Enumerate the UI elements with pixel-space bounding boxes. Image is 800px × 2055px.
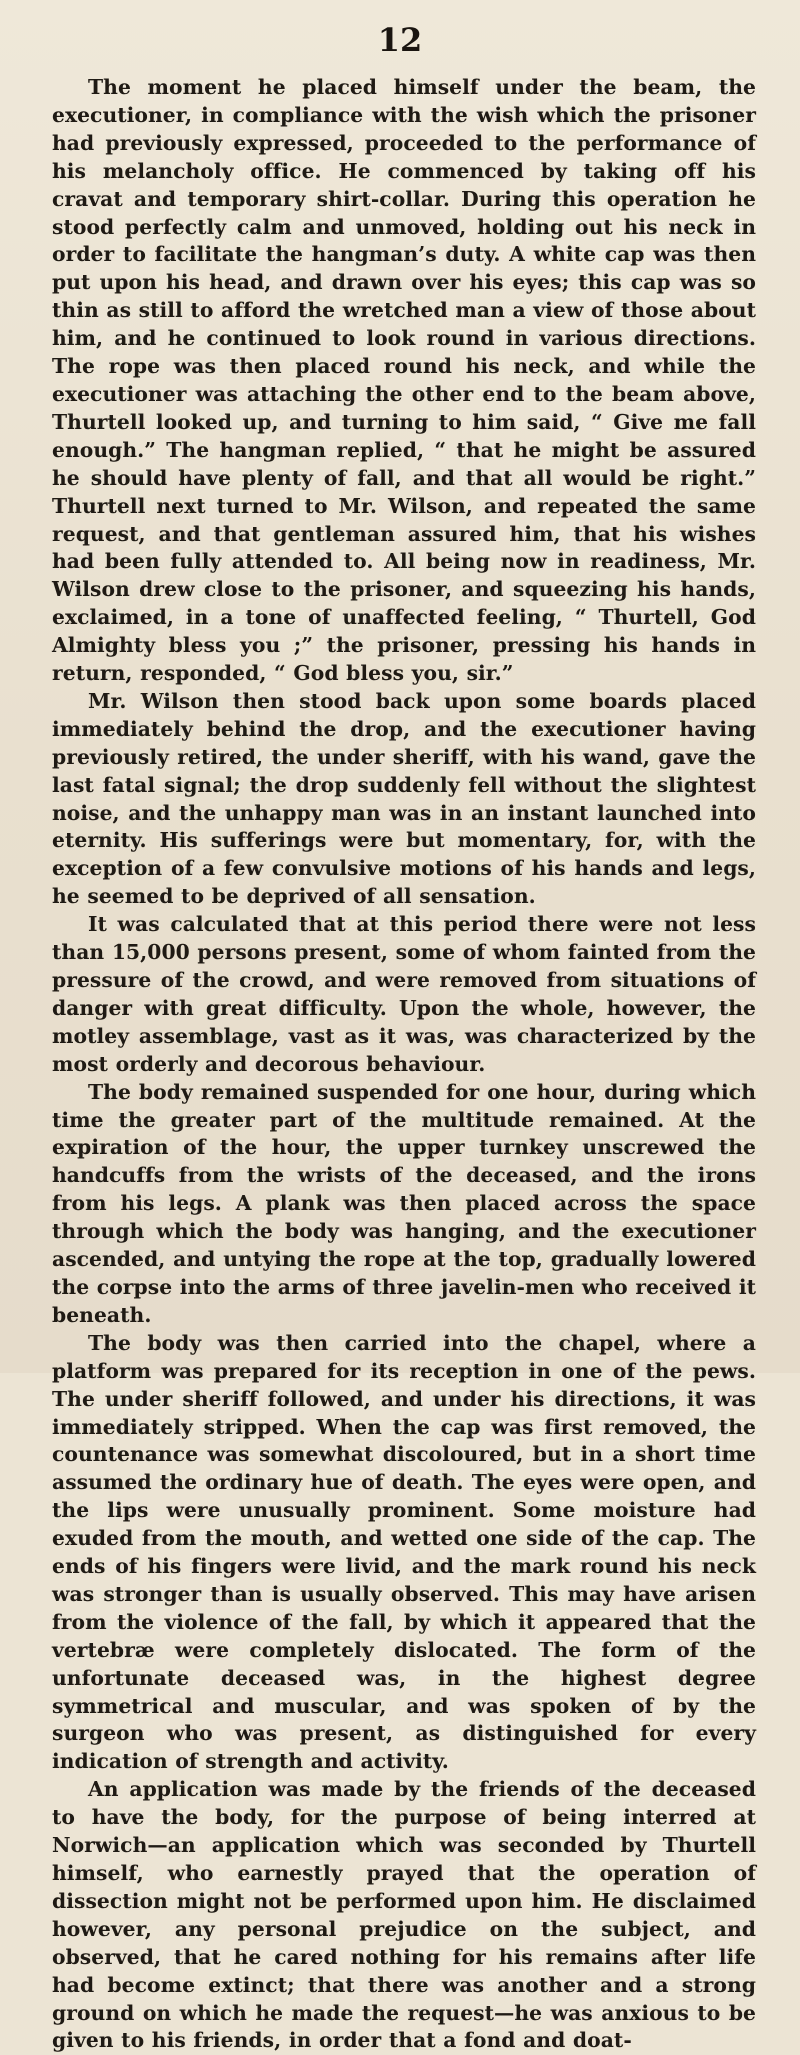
- body-text: [52, 74, 756, 2055]
- paragraph-crowd: It was calculated that at this period there were not less than 15,000 persons present, some of whom fainted from the pressure of the crowd, and were removed from situations of danger with great difficulty. Upon the whole, however, the motley assemblage, vast as it was, was characterized by the most orderly and decorous behaviour.: [52, 912, 756, 1076]
- paragraph-application: An application was made by the friends of the deceased to have the body, for the purpose of being interred at Norwich—an application which was seconded by Thurtell himself, who earnestly prayed that the operation of dissection might not be performed upon him. He disclaimed however, any personal prejudice on the subject, and observed, that he cared nothing for his remains after life had become extinct; that there was another and a strong ground on which he made the request—he was anxious to be given to his friends, in order that a fond and doat-: [52, 1777, 756, 2053]
- page-number: 12: [377, 21, 423, 59]
- paragraph-body-lowered: The body remained suspended for one hour, during which time the greater part of the multitude remained. At the expiration of the hour, the upper turnkey unscrewed the handcuffs from the wrists of the deceased, and the irons from his legs. A plank was then placed across the space through which the body was hanging, and the executioner ascended, and untying the rope at the top, gradually lowered the corpse into the arms of three javelin-men who received it beneath.: [52, 1079, 756, 1327]
- paragraph-drop: Mr. Wilson then stood back upon some boards placed immediately behind the drop, and the executioner having previously retired, the under sheriff, with his wand, gave the last fatal signal; the drop suddenly fell without the slightest noise, and the unhappy man was in an instant launched into eternity. His sufferings were but momentary, for, with the exception of a few convulsive motions of his hands and legs, he seemed to be deprived of all sensation.: [52, 688, 756, 909]
- paragraph-execution: The moment he placed himself under the beam, the executioner, in compliance with the wish which the prisoner had previously expressed, proceeded to the performance of his melancholy office. He commenced by taking off his cravat and temporary shirt-collar. During this operation he stood perfectly calm and unmoved, holding out his neck in order to facilitate the hangman’s duty. A white cap was then put upon his head, and drawn over his eyes; this cap was so thin as still to afford the wretched man a view of those about him, and he continued to look round in various directions. The rope was then placed round his neck, and while the executioner was attaching the other end to the beam above, Thurtell looked up, and turning to him said, “ Give me fall enough.” The hangman replied, “ that he might be assured he should have plenty of fall, and that all would be right.” Thurtell next turned to Mr. Wilson, and repeated the same request, and that gentleman assured him, that his wishes had been fully attended to. All being now in readiness, Mr. Wilson drew close to the prisoner, and squeezing his hands, exclaimed, in a tone of unaffected feeling, “ Thurtell, God Almighty bless you ;” the prisoner, pressing his hands in return, responded, “ God bless you, sir.”: [52, 75, 756, 686]
- paragraph-chapel: The body was then carried into the chapel, where a platform was prepared for its reception in one of the pews. The under sheriff followed, and under his directions, it was immediately stripped. When the cap was first removed, the countenance was somewhat discoloured, but in a short time assumed the ordinary hue of death. The eyes were open, and the lips were unusually prominent. Some moisture had exuded from the mouth, and wetted one side of the cap. The ends of his fingers were livid, and the mark round his neck was stronger than is usually observed. This may have arisen from the violence of the fall, by which it appeared that the vertebræ were completely dislocated. The form of the unfortunate deceased was, in the highest degree symmetrical and muscular, and was spoken of by the surgeon who was present, as distinguished for every indication of strength and activity.: [52, 1330, 756, 1774]
